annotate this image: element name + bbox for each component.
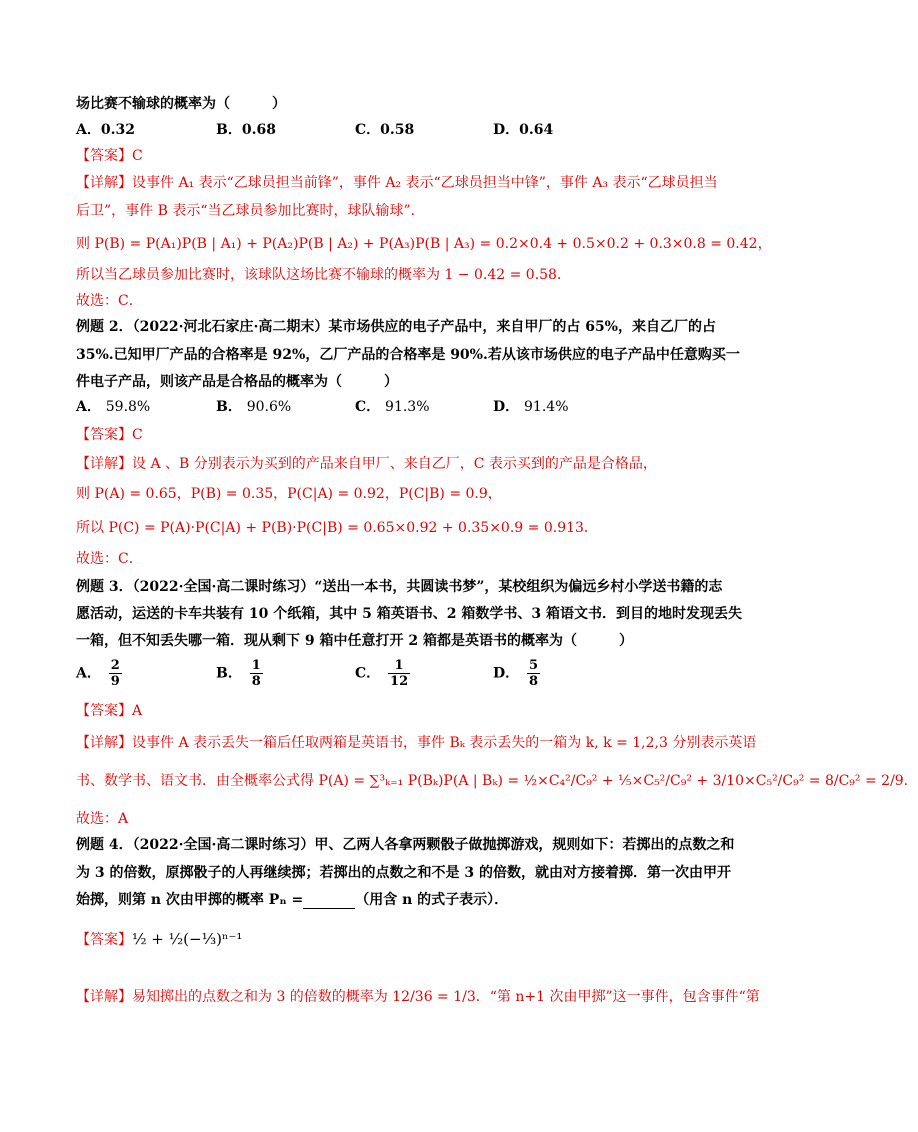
example-4-stem: 为 3 的倍数，原掷骰子的人再继续掷；若掷出的点数之和不是 3 的倍数，就由对方接着掷．第一次由甲开 [76,865,731,881]
option-b: B． 90.6% [216,399,292,415]
answer-line: 【答案】A [76,703,143,719]
detail-formula: 则 P(B) = P(A₁)P(B | A₁) + P(A₂)P(B | A₂) + P(A₃)P(B | A₃) = 0.2×0.4 + 0.5×0.2 + 0.3×0.8 = 0.42， [76,236,772,252]
answer-line: 【答案】C [76,148,143,164]
detail-formula: 则 P(A) = 0.65，P(B) = 0.35，P(C|A) = 0.92，P(C|B) = 0.9， [76,486,502,502]
example-3-stem: 例题 3．（2022·全国·高二课时练习）“送出一本书，共圆读书梦”，某校组织为偏远乡村小学送书籍的志 [76,579,723,595]
conclusion-line: 故选：C． [76,551,143,567]
option-d: D．0.64 [493,122,554,138]
example-2-stem: 35%.已知甲厂产品的合格率是 92%，乙厂产品的合格率是 90%.若从该市场供应的电子产品中任意购买一 [76,347,740,363]
answer-line: 【答案】½ + ½(−⅓)ⁿ⁻¹ [76,930,243,948]
example-3-stem: 愿活动，运送的卡车共装有 10 个纸箱，其中 5 箱英语书、2 箱数学书、3 箱语文书．到目的地时发现丢失 [76,606,742,622]
option-d: D． 91.4% [493,399,569,415]
answer-line: 【答案】C [76,427,143,443]
detail-formula: 所以 P(C) = P(A)·P(C|A) + P(B)·P(C|B) = 0.65×0.92 + 0.35×0.9 = 0.913． [76,520,598,536]
option-c: C． $\frac{1}{12}$ [355,658,409,689]
option-b: B．0.68 [216,122,276,138]
option-d: D． $\frac{5}{8}$ [493,658,539,689]
detail-line: 【详解】设 A 、B 分别表示为买到的产品来自甲厂、来自乙厂，C 表示买到的产品是合格品， [76,456,657,472]
example-4-stem: 例题 4．（2022·全国·高二课时练习）甲、乙两人各拿两颗骰子做抛掷游戏，规则如下：若掷出的点数之和 [76,837,735,853]
detail-line: 【详解】易知掷出的点数之和为 3 的倍数的概率为 12/36 = 1/3．“第 n+1 次由甲掷”这一事件，包含事件“第 [76,989,760,1005]
option-a: A． 59.8% [76,399,151,415]
detail-line: 所以当乙球员参加比赛时，该球队这场比赛不输球的概率为 1 − 0.42 = 0.58． [76,267,571,283]
answer-blank [303,894,355,909]
example-4-stem: 始掷，则第 n 次由甲掷的概率 Pₙ = （用含 n 的式子表示）． [76,892,509,908]
example-2-stem: 件电子产品，则该产品是合格品的概率为（ ） [76,374,398,390]
question-stem: 场比赛不输球的概率为（ ） [76,96,286,112]
option-b: B． $\frac{1}{8}$ [216,658,261,689]
option-a: A． $\frac{2}{9}$ [76,658,120,689]
option-a: A．0.32 [76,122,135,138]
example-3-stem: 一箱，但不知丢失哪一箱．现从剩下 9 箱中任意打开 2 箱都是英语书的概率为（ ） [76,633,633,649]
detail-line: 后卫”，事件 B 表示“当乙球员参加比赛时，球队输球”． [76,203,425,219]
option-c: C．0.58 [355,122,415,138]
option-c: C． 91.3% [355,399,430,415]
detail-line: 【详解】设事件 A 表示丢失一箱后任取两箱是英语书，事件 Bₖ 表示丢失的一箱为 k, k = 1,2,3 分别表示英语 [76,735,757,751]
example-2-stem: 例题 2．（2022·河北石家庄·高二期末）某市场供应的电子产品中，来自甲厂的占 65%，来自乙厂的占 [76,319,716,335]
conclusion-line: 故选：A [76,811,129,827]
detail-line: 【详解】设事件 A₁ 表示“乙球员担当前锋”，事件 A₂ 表示“乙球员担当中锋”，事件 A₃ 表示“乙球员担当 [76,175,718,191]
detail-formula: 书、数学书、语文书．由全概率公式得 P(A) = ∑³ₖ₌₁ P(Bₖ)P(A | Bₖ) = ½×C₄²/C₉² + ⅕×C₅²/C₉² + 3/10×C₅²/C₉² = 8/C₉² = 2/9． [76,773,918,789]
conclusion-line: 故选：C． [76,293,143,309]
